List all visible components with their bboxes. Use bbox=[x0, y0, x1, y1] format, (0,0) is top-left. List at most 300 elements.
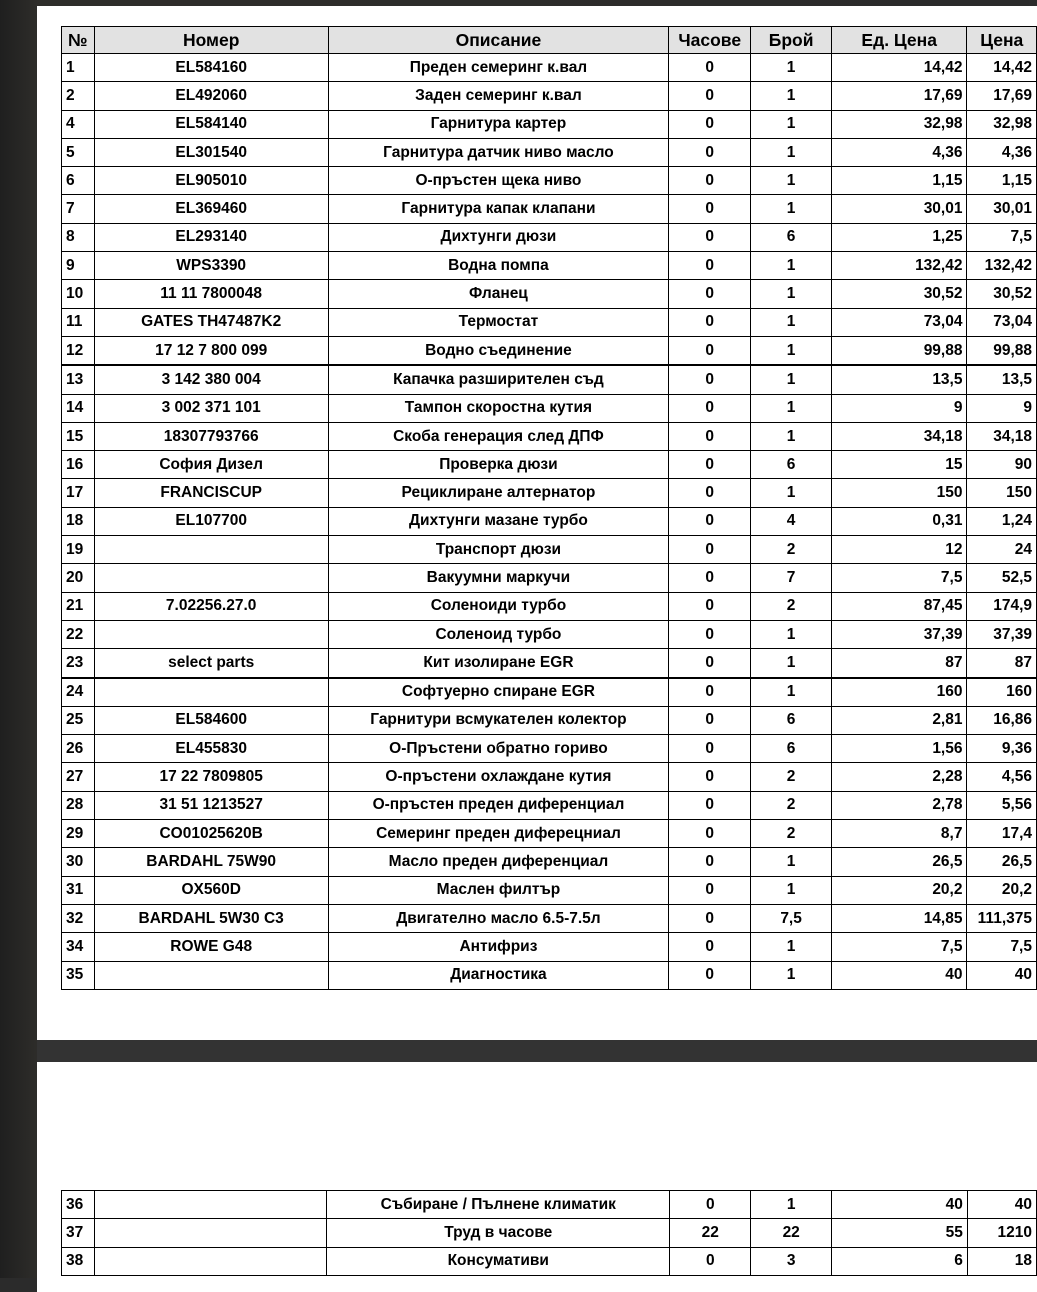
cell-quantity: 1 bbox=[751, 195, 832, 223]
cell-part-number: EL584600 bbox=[94, 706, 328, 734]
cell-number: 15 bbox=[62, 422, 95, 450]
cell-unit-price: 7,5 bbox=[831, 933, 967, 961]
cell-quantity: 7 bbox=[751, 564, 832, 592]
cell-hours: 0 bbox=[669, 536, 751, 564]
cell-quantity: 1 bbox=[751, 82, 832, 110]
cell-description: Двигателно масло 6.5-7.5л bbox=[328, 904, 668, 932]
cell-price: 7,5 bbox=[967, 933, 1037, 961]
cell-price: 4,36 bbox=[967, 138, 1037, 166]
cell-part-number: 7.02256.27.0 bbox=[94, 592, 328, 620]
cell-number: 1 bbox=[62, 54, 95, 82]
cell-hours: 0 bbox=[669, 933, 751, 961]
cell-unit-price: 15 bbox=[831, 451, 967, 479]
cell-price: 37,39 bbox=[967, 620, 1037, 648]
cell-unit-price: 132,42 bbox=[831, 252, 967, 280]
cell-unit-price: 14,85 bbox=[831, 904, 967, 932]
cell-description: Софтуерно спиране EGR bbox=[328, 678, 668, 707]
cell-quantity: 1 bbox=[751, 422, 832, 450]
cell-part-number bbox=[94, 564, 328, 592]
table-row bbox=[62, 280, 1037, 308]
cell-unit-price: 40 bbox=[831, 961, 967, 989]
table-row bbox=[62, 110, 1037, 138]
table-row bbox=[62, 933, 1037, 961]
cell-unit-price: 6 bbox=[832, 1247, 968, 1275]
header-hours: Часове bbox=[669, 27, 751, 54]
cell-unit-price: 37,39 bbox=[831, 620, 967, 648]
cell-quantity: 1 bbox=[751, 365, 832, 394]
cell-price: 99,88 bbox=[967, 336, 1037, 365]
cell-hours: 0 bbox=[669, 876, 751, 904]
cell-unit-price: 2,78 bbox=[831, 791, 967, 819]
cell-number: 13 bbox=[62, 365, 95, 394]
cell-number: 19 bbox=[62, 536, 95, 564]
cell-part-number: BARDAHL 75W90 bbox=[94, 848, 328, 876]
table-row bbox=[62, 308, 1037, 336]
cell-part-number: 17 12 7 800 099 bbox=[94, 336, 328, 365]
cell-quantity: 1 bbox=[751, 876, 832, 904]
cell-unit-price: 87 bbox=[831, 649, 967, 678]
cell-price: 1,15 bbox=[967, 167, 1037, 195]
cell-part-number bbox=[94, 536, 328, 564]
table-row bbox=[62, 876, 1037, 904]
cell-unit-price: 13,5 bbox=[831, 365, 967, 394]
table-row bbox=[62, 167, 1037, 195]
cell-unit-price: 20,2 bbox=[831, 876, 967, 904]
header-price: Цена bbox=[967, 27, 1037, 54]
cell-description: Консумативи bbox=[327, 1247, 670, 1275]
cell-hours: 0 bbox=[669, 252, 751, 280]
cell-description: Термостат bbox=[328, 308, 668, 336]
cell-quantity: 7,5 bbox=[751, 904, 832, 932]
cell-number: 22 bbox=[62, 620, 95, 648]
cell-part-number: GATES TH47487K2 bbox=[94, 308, 328, 336]
cell-price: 111,375 bbox=[967, 904, 1037, 932]
cell-hours: 0 bbox=[669, 138, 751, 166]
cell-description: Масло преден диференциал bbox=[328, 848, 668, 876]
cell-part-number: София Дизел bbox=[94, 451, 328, 479]
document-page-1 bbox=[37, 6, 1037, 1040]
cell-quantity: 2 bbox=[751, 592, 832, 620]
cell-hours: 0 bbox=[669, 820, 751, 848]
table-row bbox=[62, 735, 1037, 763]
cell-number: 21 bbox=[62, 592, 95, 620]
cell-hours: 0 bbox=[669, 54, 751, 82]
cell-number: 30 bbox=[62, 848, 95, 876]
cell-number: 14 bbox=[62, 394, 95, 422]
cell-unit-price: 2,28 bbox=[831, 763, 967, 791]
cell-price: 7,5 bbox=[967, 223, 1037, 251]
cell-price: 1,24 bbox=[967, 507, 1037, 535]
cell-number: 24 bbox=[62, 678, 95, 707]
cell-description: Кит изолиране EGR bbox=[328, 649, 668, 678]
cell-price: 30,01 bbox=[967, 195, 1037, 223]
cell-number: 32 bbox=[62, 904, 95, 932]
cell-hours: 0 bbox=[669, 706, 751, 734]
cell-number: 29 bbox=[62, 820, 95, 848]
cell-number: 9 bbox=[62, 252, 95, 280]
cell-quantity: 2 bbox=[751, 820, 832, 848]
cell-quantity: 1 bbox=[751, 54, 832, 82]
header-quantity: Брой bbox=[751, 27, 832, 54]
cell-number: 36 bbox=[62, 1191, 95, 1219]
cell-part-number: 3 142 380 004 bbox=[94, 365, 328, 394]
cell-description: О-Пръстени обратно гориво bbox=[328, 735, 668, 763]
cell-price: 14,42 bbox=[967, 54, 1037, 82]
cell-number: 35 bbox=[62, 961, 95, 989]
cell-description: Вакуумни маркучи bbox=[328, 564, 668, 592]
table-row bbox=[62, 394, 1037, 422]
cell-description: Труд в часове bbox=[327, 1219, 670, 1247]
cell-unit-price: 32,98 bbox=[831, 110, 967, 138]
cell-quantity: 1 bbox=[751, 649, 832, 678]
cell-description: Семеринг преден диферецниал bbox=[328, 820, 668, 848]
cell-hours: 0 bbox=[669, 961, 751, 989]
cell-number: 10 bbox=[62, 280, 95, 308]
cell-price: 17,69 bbox=[967, 82, 1037, 110]
cell-unit-price: 160 bbox=[831, 678, 967, 707]
table-row bbox=[62, 820, 1037, 848]
cell-hours: 0 bbox=[669, 678, 751, 707]
cell-number: 5 bbox=[62, 138, 95, 166]
cell-quantity: 1 bbox=[751, 620, 832, 648]
cell-number: 38 bbox=[62, 1247, 95, 1275]
table-row bbox=[62, 223, 1037, 251]
cell-number: 20 bbox=[62, 564, 95, 592]
cell-unit-price: 34,18 bbox=[831, 422, 967, 450]
cell-hours: 0 bbox=[669, 336, 751, 365]
cell-part-number: EL455830 bbox=[94, 735, 328, 763]
cell-quantity: 1 bbox=[751, 848, 832, 876]
cell-unit-price: 73,04 bbox=[831, 308, 967, 336]
cell-part-number: WPS3390 bbox=[94, 252, 328, 280]
cell-part-number: FRANCISCUP bbox=[94, 479, 328, 507]
table-row bbox=[62, 507, 1037, 535]
cell-description: Маслен филтър bbox=[328, 876, 668, 904]
cell-hours: 0 bbox=[669, 479, 751, 507]
table-row bbox=[62, 791, 1037, 819]
cell-unit-price: 99,88 bbox=[831, 336, 967, 365]
cell-unit-price: 17,69 bbox=[831, 82, 967, 110]
header-part-number: Номер bbox=[94, 27, 328, 54]
cell-hours: 0 bbox=[669, 763, 751, 791]
cell-quantity: 1 bbox=[751, 252, 832, 280]
cell-price: 13,5 bbox=[967, 365, 1037, 394]
cell-number: 31 bbox=[62, 876, 95, 904]
cell-part-number: EL301540 bbox=[94, 138, 328, 166]
cell-hours: 0 bbox=[669, 365, 751, 394]
table-row bbox=[62, 82, 1037, 110]
cell-part-number: EL492060 bbox=[94, 82, 328, 110]
cell-quantity: 1 bbox=[751, 394, 832, 422]
cell-part-number: 3 002 371 101 bbox=[94, 394, 328, 422]
table-row bbox=[62, 649, 1037, 678]
cell-part-number bbox=[94, 620, 328, 648]
cell-hours: 0 bbox=[669, 394, 751, 422]
cell-part-number bbox=[94, 1247, 326, 1275]
cell-part-number bbox=[94, 1191, 326, 1219]
cell-number: 28 bbox=[62, 791, 95, 819]
cell-price: 40 bbox=[967, 961, 1037, 989]
cell-description: Водно съединение bbox=[328, 336, 668, 365]
cell-hours: 0 bbox=[669, 791, 751, 819]
cell-description: О-пръстен щека ниво bbox=[328, 167, 668, 195]
cell-price: 16,86 bbox=[967, 706, 1037, 734]
table-row bbox=[62, 252, 1037, 280]
table-row bbox=[62, 365, 1037, 394]
cell-price: 160 bbox=[967, 678, 1037, 707]
cell-unit-price: 1,56 bbox=[831, 735, 967, 763]
cell-quantity: 4 bbox=[751, 507, 832, 535]
cell-unit-price: 14,42 bbox=[831, 54, 967, 82]
cell-description: Дихтунги мазане турбо bbox=[328, 507, 668, 535]
cell-hours: 0 bbox=[669, 195, 751, 223]
cell-number: 11 bbox=[62, 308, 95, 336]
cell-quantity: 1 bbox=[751, 336, 832, 365]
table-row bbox=[62, 536, 1037, 564]
cell-part-number bbox=[94, 678, 328, 707]
cell-number: 6 bbox=[62, 167, 95, 195]
cell-part-number bbox=[94, 1219, 326, 1247]
table-row bbox=[62, 848, 1037, 876]
cell-quantity: 1 bbox=[751, 308, 832, 336]
cell-number: 25 bbox=[62, 706, 95, 734]
cell-quantity: 1 bbox=[751, 678, 832, 707]
cell-unit-price: 2,81 bbox=[831, 706, 967, 734]
cell-price: 174,9 bbox=[967, 592, 1037, 620]
table-row bbox=[62, 1247, 1037, 1275]
cell-number: 23 bbox=[62, 649, 95, 678]
cell-unit-price: 0,31 bbox=[831, 507, 967, 535]
cell-part-number: EL905010 bbox=[94, 167, 328, 195]
cell-description: Соленоид турбо bbox=[328, 620, 668, 648]
cell-unit-price: 9 bbox=[831, 394, 967, 422]
header-number: № bbox=[62, 27, 95, 54]
cell-quantity: 22 bbox=[751, 1219, 832, 1247]
cell-number: 12 bbox=[62, 336, 95, 365]
cell-description: Скоба генерация след ДПФ bbox=[328, 422, 668, 450]
cell-price: 34,18 bbox=[967, 422, 1037, 450]
cell-price: 32,98 bbox=[967, 110, 1037, 138]
table-row bbox=[62, 195, 1037, 223]
cell-number: 2 bbox=[62, 82, 95, 110]
cell-quantity: 1 bbox=[751, 1191, 832, 1219]
cell-part-number: select parts bbox=[94, 649, 328, 678]
cell-quantity: 1 bbox=[751, 280, 832, 308]
cell-price: 150 bbox=[967, 479, 1037, 507]
cell-quantity: 1 bbox=[751, 110, 832, 138]
cell-part-number bbox=[94, 961, 328, 989]
table-row bbox=[62, 336, 1037, 365]
cell-quantity: 2 bbox=[751, 763, 832, 791]
cell-part-number: CO01025620B bbox=[94, 820, 328, 848]
cell-unit-price: 8,7 bbox=[831, 820, 967, 848]
table-row bbox=[62, 592, 1037, 620]
cell-unit-price: 1,25 bbox=[831, 223, 967, 251]
cell-description: Проверка дюзи bbox=[328, 451, 668, 479]
parts-table-continued bbox=[61, 1190, 1037, 1276]
table-row bbox=[62, 422, 1037, 450]
cell-number: 17 bbox=[62, 479, 95, 507]
cell-price: 18 bbox=[967, 1247, 1036, 1275]
cell-part-number: OX560D bbox=[94, 876, 328, 904]
cell-price: 24 bbox=[967, 536, 1037, 564]
cell-description: О-пръстени охлаждане кутия bbox=[328, 763, 668, 791]
cell-description: Събиране / Пълнене климатик bbox=[327, 1191, 670, 1219]
cell-price: 17,4 bbox=[967, 820, 1037, 848]
table-row bbox=[62, 763, 1037, 791]
cell-price: 4,56 bbox=[967, 763, 1037, 791]
cell-hours: 0 bbox=[669, 110, 751, 138]
cell-unit-price: 4,36 bbox=[831, 138, 967, 166]
table-row bbox=[62, 138, 1037, 166]
cell-price: 73,04 bbox=[967, 308, 1037, 336]
cell-description: Гарнитури всмукателен колектор bbox=[328, 706, 668, 734]
cell-quantity: 1 bbox=[751, 479, 832, 507]
cell-hours: 0 bbox=[669, 564, 751, 592]
cell-description: Антифриз bbox=[328, 933, 668, 961]
cell-number: 26 bbox=[62, 735, 95, 763]
cell-unit-price: 87,45 bbox=[831, 592, 967, 620]
cell-unit-price: 40 bbox=[832, 1191, 968, 1219]
cell-price: 1210 bbox=[967, 1219, 1036, 1247]
cell-hours: 0 bbox=[669, 848, 751, 876]
cell-part-number: EL369460 bbox=[94, 195, 328, 223]
document-page-2 bbox=[37, 1062, 1037, 1292]
table-row bbox=[62, 564, 1037, 592]
table-header-row bbox=[62, 27, 1037, 54]
cell-description: Гарнитура картер bbox=[328, 110, 668, 138]
cell-price: 20,2 bbox=[967, 876, 1037, 904]
cell-price: 90 bbox=[967, 451, 1037, 479]
table-row bbox=[62, 451, 1037, 479]
cell-description: Дихтунги дюзи bbox=[328, 223, 668, 251]
cell-price: 5,56 bbox=[967, 791, 1037, 819]
cell-description: Капачка разширителен съд bbox=[328, 365, 668, 394]
cell-hours: 0 bbox=[669, 82, 751, 110]
cell-description: Гарнитура датчик ниво масло bbox=[328, 138, 668, 166]
parts-table bbox=[61, 26, 1037, 990]
cell-number: 18 bbox=[62, 507, 95, 535]
table-row bbox=[62, 1219, 1037, 1247]
cell-description: Соленоиди турбо bbox=[328, 592, 668, 620]
cell-unit-price: 12 bbox=[831, 536, 967, 564]
cell-price: 52,5 bbox=[967, 564, 1037, 592]
cell-hours: 0 bbox=[669, 649, 751, 678]
cell-hours: 0 bbox=[670, 1191, 751, 1219]
cell-description: О-пръстен преден диференциал bbox=[328, 791, 668, 819]
cell-number: 4 bbox=[62, 110, 95, 138]
cell-description: Фланец bbox=[328, 280, 668, 308]
cell-hours: 0 bbox=[669, 422, 751, 450]
cell-hours: 0 bbox=[669, 620, 751, 648]
cell-unit-price: 7,5 bbox=[831, 564, 967, 592]
table-row bbox=[62, 620, 1037, 648]
cell-unit-price: 55 bbox=[832, 1219, 968, 1247]
cell-number: 37 bbox=[62, 1219, 95, 1247]
cell-price: 132,42 bbox=[967, 252, 1037, 280]
cell-description: Диагностика bbox=[328, 961, 668, 989]
cell-part-number: 17 22 7809805 bbox=[94, 763, 328, 791]
cell-part-number: EL584140 bbox=[94, 110, 328, 138]
page-separator bbox=[37, 1040, 1037, 1062]
header-description: Описание bbox=[328, 27, 668, 54]
cell-quantity: 3 bbox=[751, 1247, 832, 1275]
cell-hours: 0 bbox=[669, 904, 751, 932]
cell-quantity: 6 bbox=[751, 706, 832, 734]
cell-number: 7 bbox=[62, 195, 95, 223]
cell-description: Тампон скоростна кутия bbox=[328, 394, 668, 422]
cell-hours: 0 bbox=[669, 451, 751, 479]
cell-description: Водна помпа bbox=[328, 252, 668, 280]
table-row bbox=[62, 961, 1037, 989]
cell-price: 26,5 bbox=[967, 848, 1037, 876]
table-row bbox=[62, 1191, 1037, 1219]
cell-number: 16 bbox=[62, 451, 95, 479]
table-row bbox=[62, 904, 1037, 932]
cell-hours: 0 bbox=[669, 280, 751, 308]
cell-part-number: 31 51 1213527 bbox=[94, 791, 328, 819]
cell-description: Рециклиране алтернатор bbox=[328, 479, 668, 507]
table-row bbox=[62, 54, 1037, 82]
cell-quantity: 6 bbox=[751, 735, 832, 763]
cell-unit-price: 150 bbox=[831, 479, 967, 507]
cell-number: 34 bbox=[62, 933, 95, 961]
cell-number: 8 bbox=[62, 223, 95, 251]
cell-quantity: 2 bbox=[751, 536, 832, 564]
table-row bbox=[62, 678, 1037, 707]
cell-part-number: BARDAHL 5W30 C3 bbox=[94, 904, 328, 932]
cell-price: 40 bbox=[967, 1191, 1036, 1219]
cell-unit-price: 26,5 bbox=[831, 848, 967, 876]
cell-quantity: 6 bbox=[751, 223, 832, 251]
cell-hours: 0 bbox=[669, 507, 751, 535]
cell-description: Гарнитура капак клапани bbox=[328, 195, 668, 223]
cell-part-number: EL584160 bbox=[94, 54, 328, 82]
cell-part-number: 18307793766 bbox=[94, 422, 328, 450]
cell-quantity: 1 bbox=[751, 961, 832, 989]
cell-number: 27 bbox=[62, 763, 95, 791]
cell-description: Транспорт дюзи bbox=[328, 536, 668, 564]
cell-part-number: ROWE G48 bbox=[94, 933, 328, 961]
cell-unit-price: 30,52 bbox=[831, 280, 967, 308]
cell-hours: 0 bbox=[669, 735, 751, 763]
cell-hours: 0 bbox=[669, 308, 751, 336]
cell-hours: 22 bbox=[670, 1219, 751, 1247]
cell-hours: 0 bbox=[669, 592, 751, 620]
table-row bbox=[62, 706, 1037, 734]
cell-unit-price: 1,15 bbox=[831, 167, 967, 195]
cell-hours: 0 bbox=[669, 167, 751, 195]
cell-description: Преден семеринг к.вал bbox=[328, 54, 668, 82]
cell-description: Заден семеринг к.вал bbox=[328, 82, 668, 110]
table-row bbox=[62, 479, 1037, 507]
cell-price: 30,52 bbox=[967, 280, 1037, 308]
cell-part-number: EL107700 bbox=[94, 507, 328, 535]
cell-price: 9,36 bbox=[967, 735, 1037, 763]
header-unit-price: Ед. Цена bbox=[831, 27, 967, 54]
cell-hours: 0 bbox=[669, 223, 751, 251]
cell-quantity: 1 bbox=[751, 138, 832, 166]
cell-part-number: 11 11 7800048 bbox=[94, 280, 328, 308]
cell-quantity: 2 bbox=[751, 791, 832, 819]
cell-price: 9 bbox=[967, 394, 1037, 422]
cell-quantity: 6 bbox=[751, 451, 832, 479]
cell-hours: 0 bbox=[670, 1247, 751, 1275]
cell-price: 87 bbox=[967, 649, 1037, 678]
cell-part-number: EL293140 bbox=[94, 223, 328, 251]
cell-unit-price: 30,01 bbox=[831, 195, 967, 223]
cell-quantity: 1 bbox=[751, 167, 832, 195]
